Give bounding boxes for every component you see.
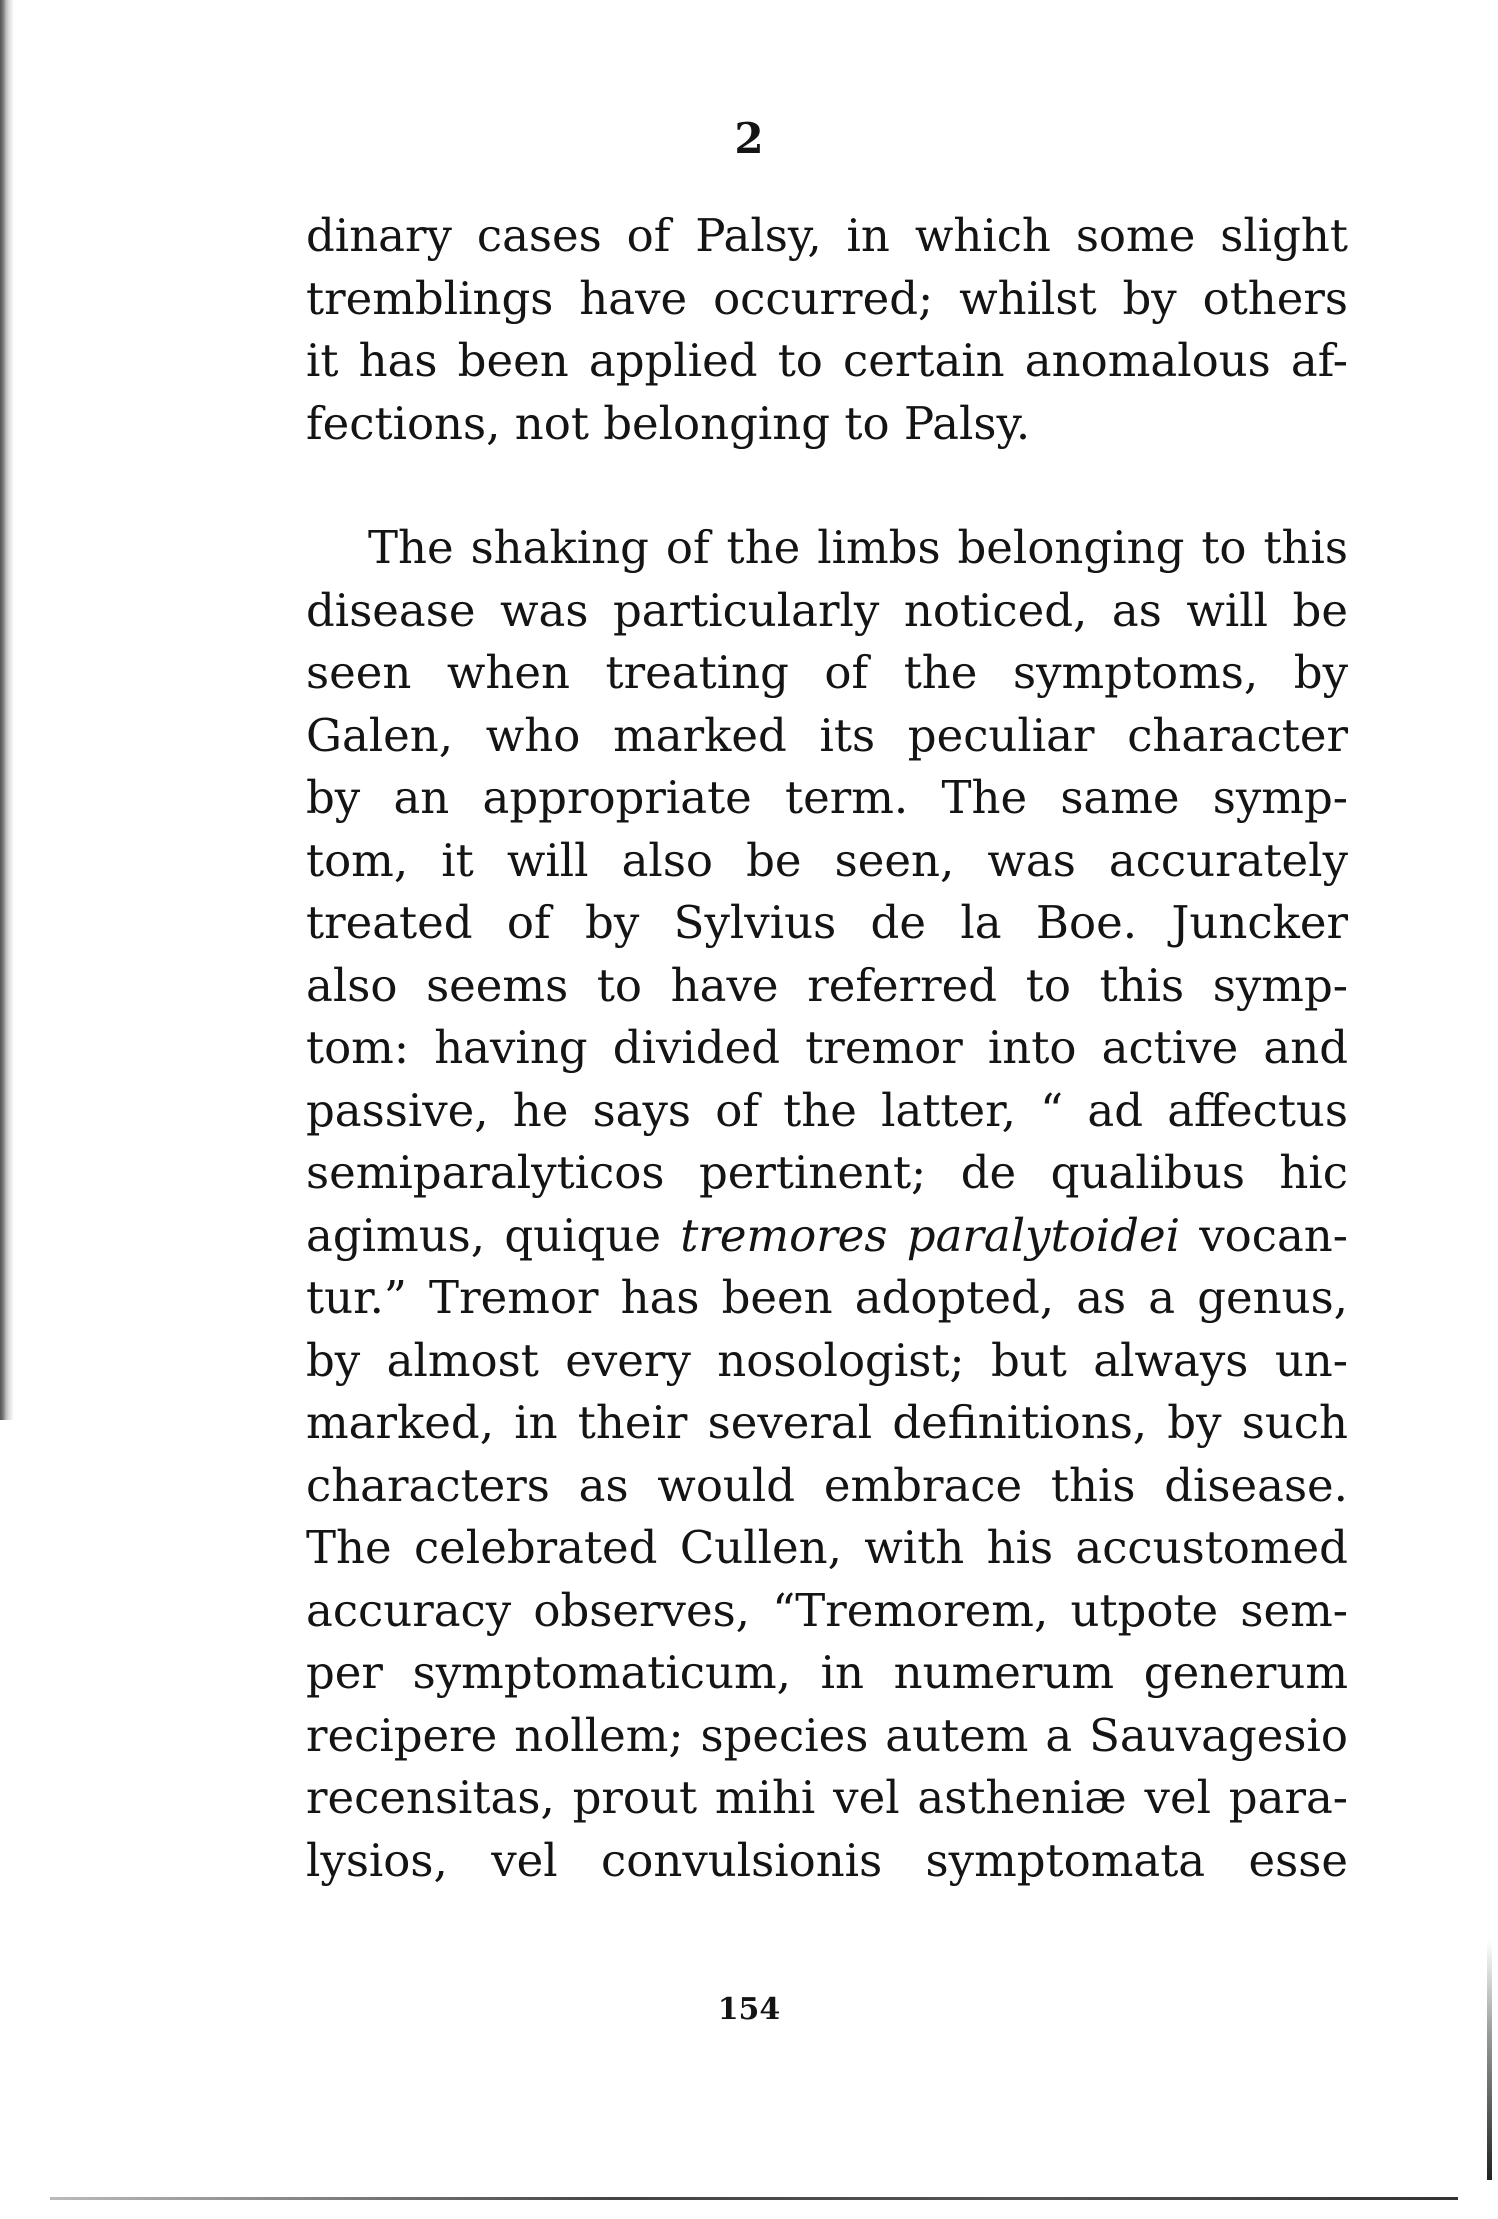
text-line: accuracy observes, “Tremorem, utpote sem- <box>306 1583 1348 1637</box>
body-text <box>306 205 1348 1892</box>
text-line: by almost every nosologist; but always un- <box>306 1333 1348 1387</box>
text-line: semiparalyticos pertinent; de qualibus hic <box>306 1146 1348 1199</box>
text-line: by an appropriate term. The same symp- <box>306 771 1348 824</box>
text-line: The shaking of the limbs belonging to this <box>368 521 1348 574</box>
text-line: marked, in their several definitions, by such <box>306 1396 1348 1449</box>
page-number: 2 <box>734 114 764 163</box>
italic-phrase: tremores paralytoidei <box>680 1208 1180 1262</box>
text-line: characters as would embrace this disease. <box>306 1458 1348 1512</box>
text-line: per symptomaticum, in numerum generum <box>306 1646 1348 1699</box>
text-line: passive, he says of the latter, “ ad affectus <box>306 1083 1348 1137</box>
page-right-edge <box>1487 1940 1492 2180</box>
paragraph-2 <box>306 517 1348 1892</box>
paragraph-1 <box>306 205 1348 455</box>
text-line: seen when treating of the symptoms, by <box>306 646 1348 699</box>
text-line: The celebrated Cullen, with his accustomed <box>306 1521 1348 1574</box>
text-line: fections, not belonging to Palsy. <box>306 396 1031 450</box>
text-line: treated of by Sylvius de la Boe. Juncker <box>306 896 1348 949</box>
page-binding-edge <box>0 0 14 1420</box>
text-line: it has been applied to certain anomalous af- <box>306 334 1348 387</box>
text-line: recipere nollem; species autem a Sauvagesio <box>306 1708 1348 1762</box>
page-bottom-edge <box>50 2197 1458 2200</box>
text-line: tur.” Tremor has been adopted, as a genus, <box>306 1271 1348 1324</box>
text-line: tom, it will also be seen, was accurately <box>306 833 1348 887</box>
text-line: disease was particularly noticed, as will be <box>306 583 1348 637</box>
text-line: tom: having divided tremor into active and <box>306 1021 1348 1074</box>
text-line: lysios, vel convulsionis symptomata esse <box>306 1833 1348 1887</box>
signature-mark: 154 <box>717 1992 781 2027</box>
text-line: tremblings have occurred; whilst by others <box>306 271 1348 325</box>
text-line: Galen, who marked its peculiar character <box>306 708 1348 762</box>
text-line: also seems to have referred to this symp- <box>306 958 1348 1012</box>
text-fragment: vocan- <box>1179 1208 1348 1262</box>
text-line: dinary cases of Palsy, in which some slight <box>306 209 1348 262</box>
text-line: recensitas, prout mihi vel astheniæ vel para- <box>306 1771 1348 1824</box>
text-fragment: agimus, quique <box>306 1208 681 1262</box>
text-line-with-italic <box>306 1205 1348 1268</box>
